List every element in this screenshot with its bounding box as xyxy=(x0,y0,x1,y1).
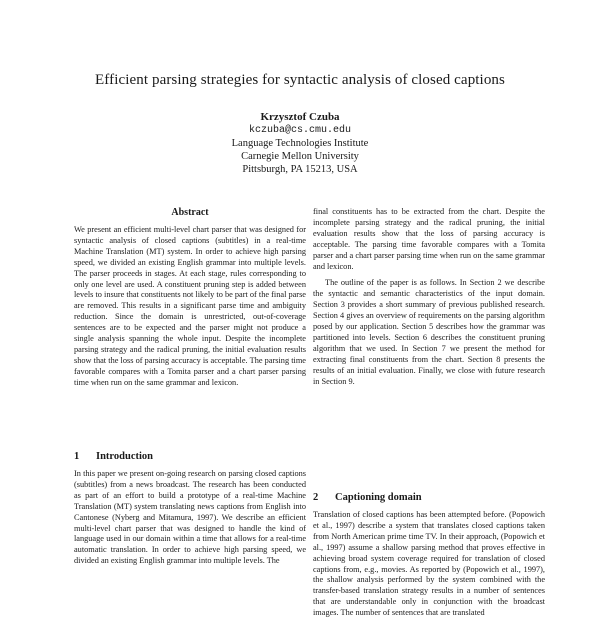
right-column xyxy=(313,0,545,618)
abstract-heading: Abstract xyxy=(171,207,209,218)
author-affiliation: Language Technologies Institute xyxy=(231,138,369,149)
introduction-heading xyxy=(74,450,306,463)
captioning-text: Translation of closed captions has been attempted before. (Popowich et al., 1997) describe a system that translates closed captions taken from North American prime time TV. In their approach, (Popowich et al., 1997) assume a shallow parsing method that proves effective in achieving broad system coverage required for translation of closed captions from, e.g., movies. As reported by (Popowich et al., 1997), the shallow analysis performed by the system combined with the transfer-based translation strategy results in a number of sentences that are understandable only in conjunction with the broadcast images. The number of sentences that are translated xyxy=(313,510,545,618)
section-title: Captioning domain xyxy=(335,492,422,503)
introduction-text: In this paper we present on-going research on parsing closed captions (subtitles) from a news broadcast. The research has been conducted as part of an effort to build a prototype of a real-time Machine Translation (MT) system translating news captions from English into Cantonese (Nyberg and Mitamura, 1997). We describe an efficient multi-level chart parser that was designed to handle the kind of language used in our domain within a time that allows for a real-time automatic translation. In order to achieve high parsing speed, we divided an existing English grammar into multiple levels. The xyxy=(74,469,306,566)
abstract-text: We present an efficient multi-level chart parser that was designed for syntactic analysis of closed captions (subtitles) in a real-time Machine Translation (MT) system. In order to achieve high parsing speed, we divided an existing English grammar into multiple levels. The parser proceeds in stages. At each stage, rules corresponding to only one level are used. A constituent pruning step is added between levels to insure that constituents not likely to be part of the final parse are removed. This results in a significant parse time and ambiguity reduction. Since the domain is unrestricted, out-of-coverage sentences are to be expected and the parser might not produce a single analysis spanning the whole input. Despite the incomplete parsing strategy and the radical pruning, the initial evaluation results show that the loss of parsing accuracy is acceptable. The parsing time favorable compares with a Tomita parser and a chart parser parsing time when run on the same grammar and lexicon. xyxy=(74,225,306,387)
section-title: Introduction xyxy=(96,451,153,462)
section-number: 2 xyxy=(313,492,319,503)
right-column-body xyxy=(313,207,545,388)
author-location: Pittsburgh, PA 15213, USA xyxy=(242,164,358,175)
introduction-section xyxy=(74,450,306,567)
left-column xyxy=(74,0,306,600)
abstract-section xyxy=(74,207,306,389)
author-university: Carnegie Mellon University xyxy=(241,151,359,162)
author-email: kczuba@cs.cmu.edu xyxy=(248,125,352,136)
author-name: Krzysztof Czuba xyxy=(260,111,340,123)
paper-title: Efficient parsing strategies for syntactic analysis of closed captions xyxy=(95,72,505,88)
continuation-paragraph: final constituents has to be extracted from the chart. Despite the incomplete parsing strategy and the radical pruning, the initial evaluation results show that the loss of parsing accuracy is acceptable. The parsing time favorable compares with a Tomita parser and a chart parser parsing time when run on the same grammar and lexicon. xyxy=(313,207,545,271)
captioning-heading xyxy=(313,491,545,504)
section-number: 1 xyxy=(74,451,80,462)
outline-paragraph: The outline of the paper is as follows. In Section 2 we describe the syntactic and semantic characteristics of the input domain. Section 3 provides a short summary of previous published research. Section 4 gives an overview of requirements on the parsing algorithm posed by our application. Section 5 describes how the grammar was partitioned into levels. Section 6 describes the constituent pruning algorithm that we used. In Section 7 we present the method for extracting final constituents from the chart. Section 8 presents the results of an initial evaluation. Finally, we close with future research in Section 9. xyxy=(313,278,545,386)
